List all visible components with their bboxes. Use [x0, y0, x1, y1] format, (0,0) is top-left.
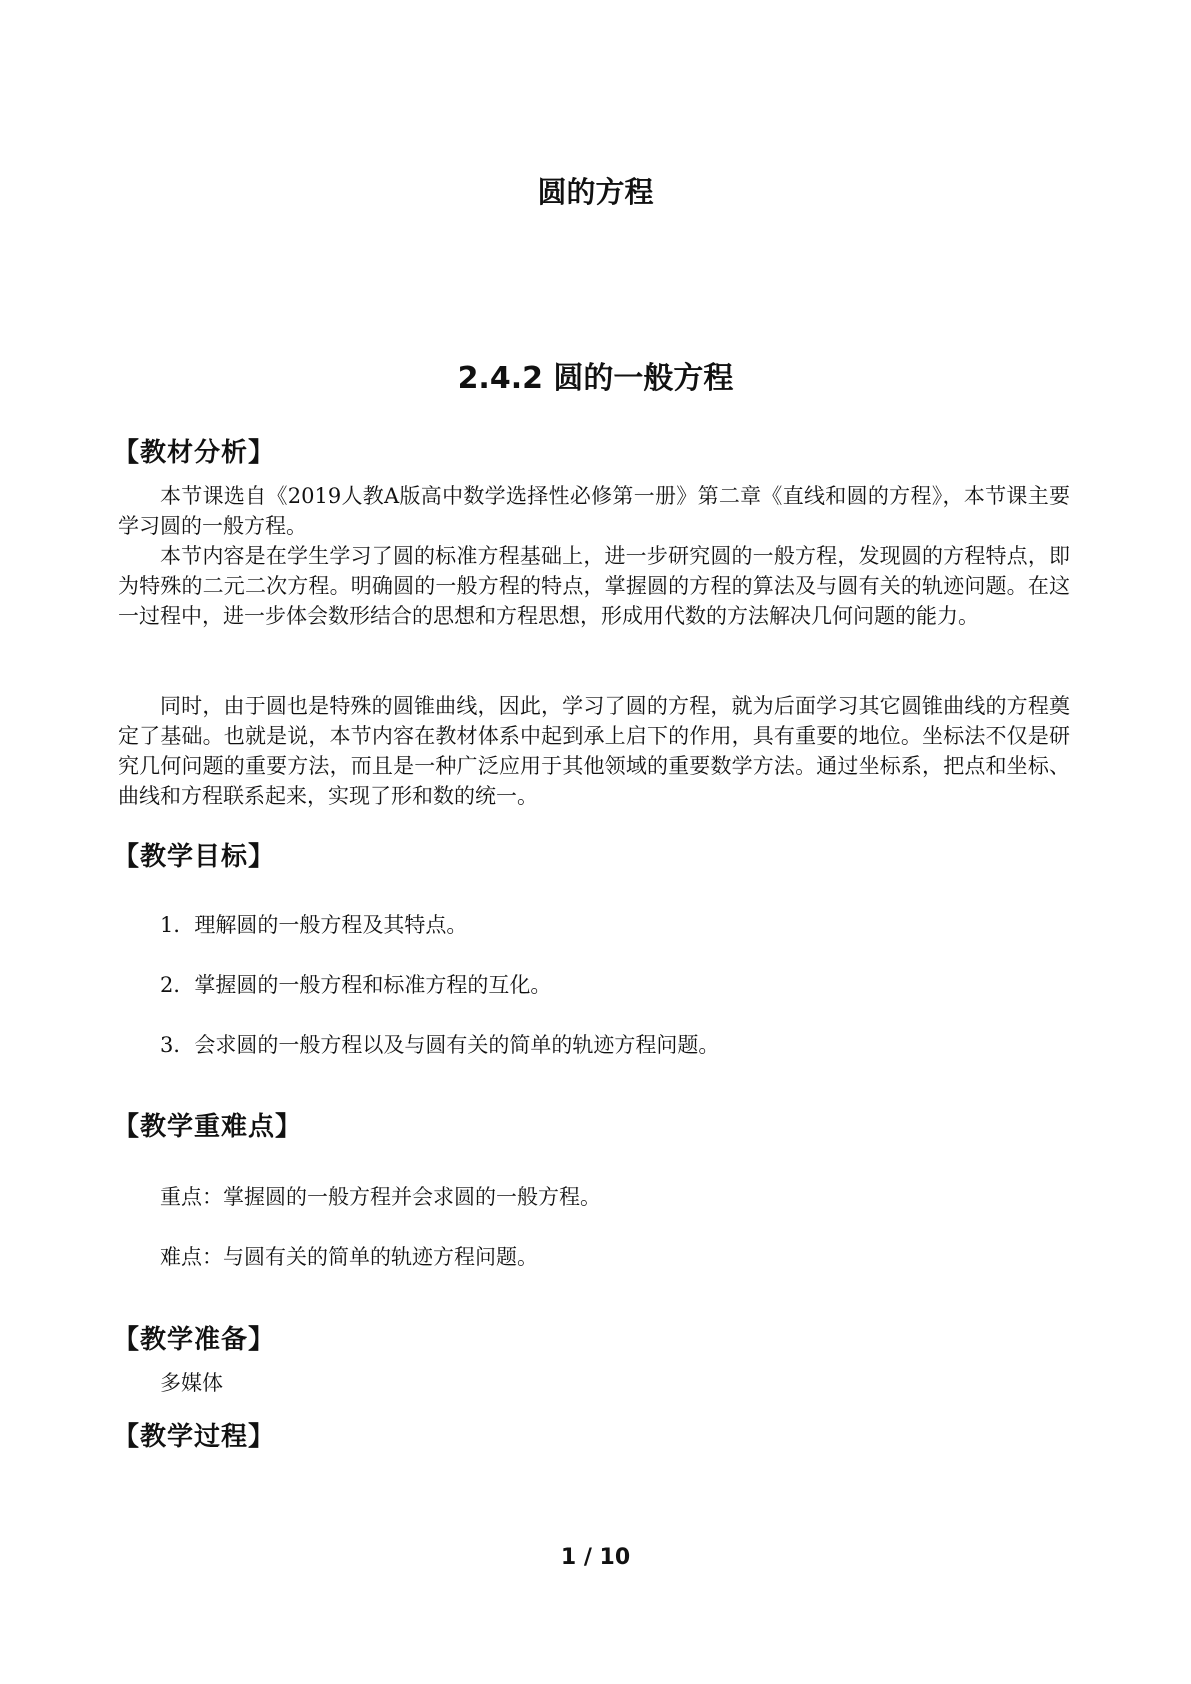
heading-teaching-goals: 【教学目标】 — [113, 842, 276, 872]
key-point-focus: 重点：掌握圆的一般方程并会求圆的一般方程。 — [160, 1185, 601, 1209]
teaching-goal-item-2: 2．掌握圆的一般方程和标准方程的互化。 — [160, 973, 552, 997]
material-analysis-paragraph-3: 同时，由于圆也是特殊的圆锥曲线，因此，学习了圆的方程，就为后面学习其它圆锥曲线的方程奠定了基础。也就是说，本节内容在教材体系中起到承上启下的作用，具有重要的地位。坐标法不仅是研究几何问题的重要方法，而且是一种广泛应用于其他领域的重要数学方法。通过坐标系，把点和坐标、曲线和方程联系起来，实现了形和数的统一。 — [118, 694, 1070, 808]
material-analysis-paragraph-2: 本节内容是在学生学习了圆的标准方程基础上，进一步研究圆的一般方程，发现圆的方程特点，即为特殊的二元二次方程。明确圆的一般方程的特点，掌握圆的方程的算法及与圆有关的轨迹问题。在这一过程中，进一步体会数形结合的思想和方程思想，形成用代数的方法解决几何问题的能力。 — [118, 544, 1070, 628]
teaching-goal-item-1: 1．理解圆的一般方程及其特点。 — [160, 913, 468, 937]
key-point-difficulty: 难点：与圆有关的简单的轨迹方程问题。 — [160, 1245, 538, 1269]
section-title: 2.4.2 圆的一般方程 — [457, 361, 734, 396]
page-number: 1 / 10 — [560, 1545, 631, 1570]
heading-preparation: 【教学准备】 — [113, 1325, 276, 1355]
heading-process: 【教学过程】 — [113, 1422, 276, 1452]
preparation-content: 多媒体 — [160, 1371, 223, 1395]
heading-material-analysis: 【教材分析】 — [113, 438, 276, 468]
heading-key-points: 【教学重难点】 — [113, 1112, 303, 1142]
teaching-goal-item-3: 3．会求圆的一般方程以及与圆有关的简单的轨迹方程问题。 — [160, 1033, 720, 1057]
material-analysis-paragraph-1: 本节课选自《2019人教A版高中数学选择性必修第一册》第二章《直线和圆的方程》，本节课主要学习圆的一般方程。 — [118, 484, 1070, 538]
document-title: 圆的方程 — [537, 175, 654, 209]
